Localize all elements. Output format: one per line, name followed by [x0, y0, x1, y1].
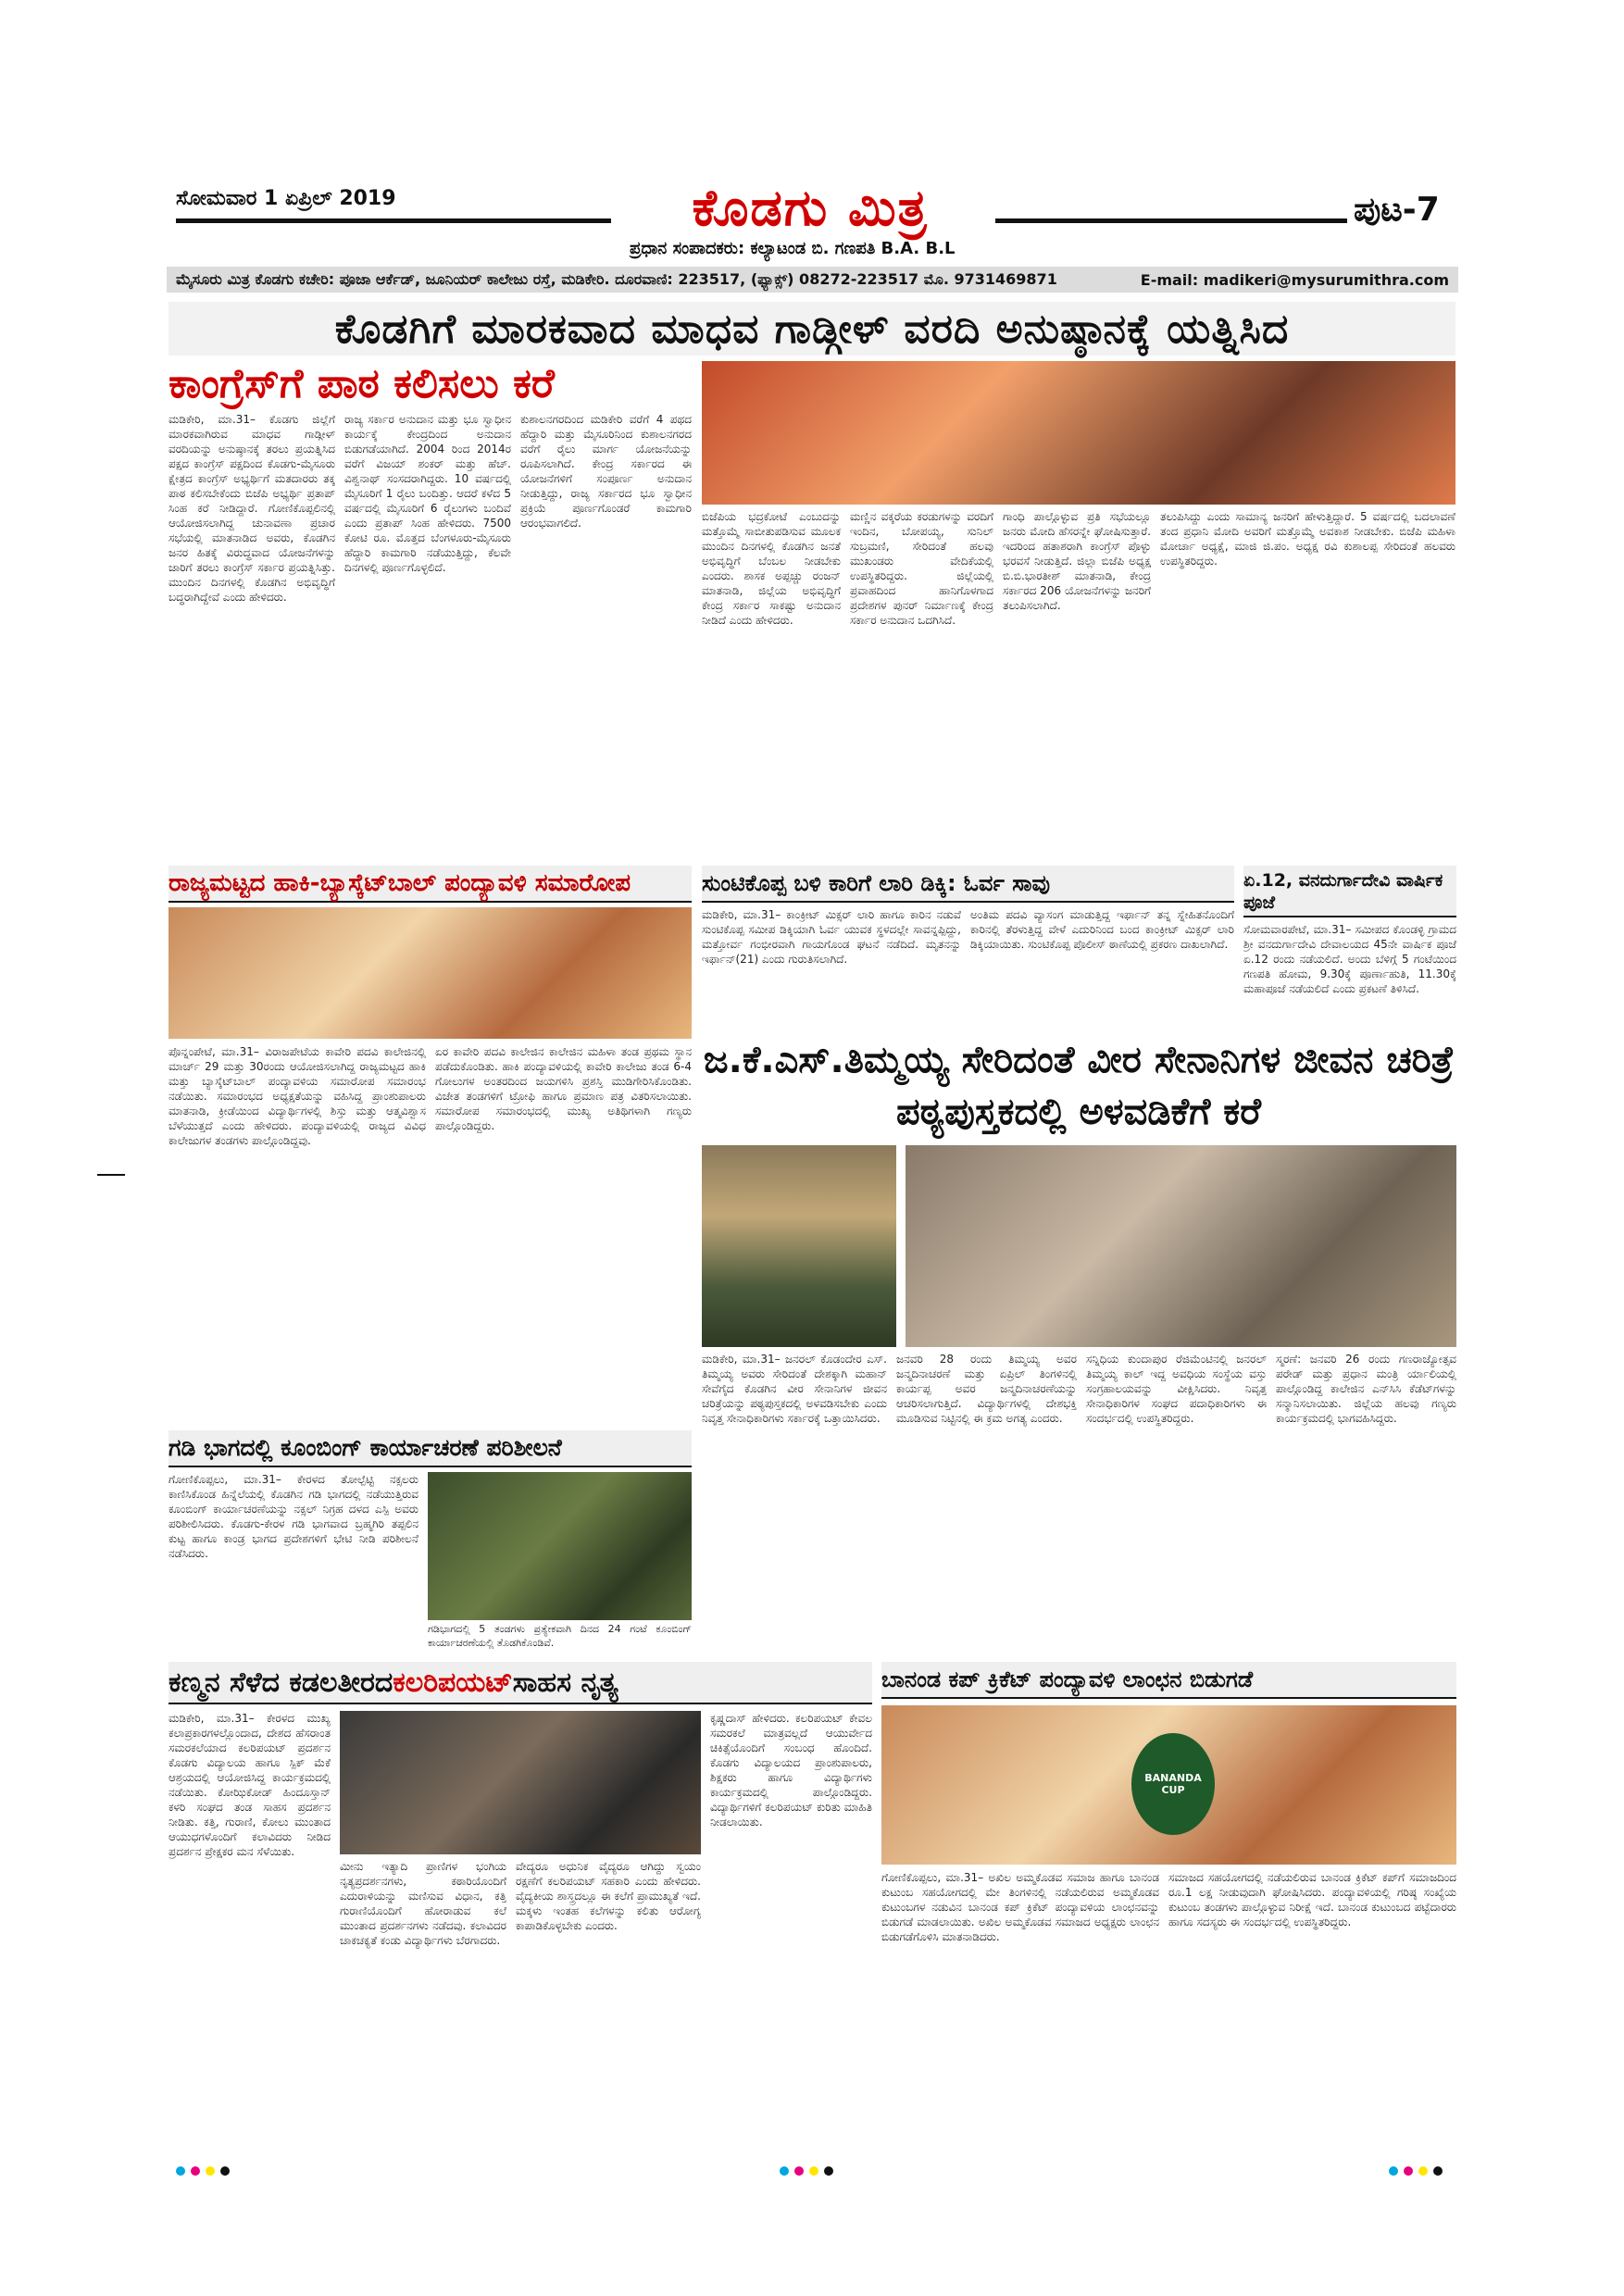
story2-col1: ಪೊನ್ನಂಪೇಟೆ, ಮಾ.31– ವಿರಾಜಪೇಟೆಯ ಕಾವೇರಿ ಪದವಿ ಕಾಲೇಜಿನಲ್ಲಿ ಮಾರ್ಚ್ 29 ಮತ್ತು 30ರಂದು ಆಯೋಜಿಸಲಾಗಿದ್ದ ರಾಜ್ಯಮಟ್ಟದ ಹಾಕಿ ಮತ್ತು ಬ್ಯಾಸ್ಕೆಟ್‌ಬಾಲ್ ಪಂದ್ಯಾವಳಿಯ ಸಮಾರೋಪ ಸಮಾರಂಭ ನಡೆಯಿತು. ಸಮಾರಂಭದ ಅಧ್ಯಕ್ಷತೆಯನ್ನು ವಹಿಸಿದ್ದ ಪ್ರಾಂಶುಪಾಲರು ಮಾತನಾಡಿ, ಕ್ರೀಡೆಯಿಂದ ವಿದ್ಯಾರ್ಥಿಗಳಲ್ಲಿ ಶಿಸ್ತು ಮತ್ತು ಆತ್ಮವಿಶ್ವಾಸ ಬೆಳೆಯುತ್ತದೆ ಎಂದು ಹೇಳಿದರು. ಪಂದ್ಯಾವಳಿಯಲ್ಲಿ ರಾಜ್ಯದ ವಿವಿಧ ಕಾಲೇಜುಗಳ ತಂಡಗಳು ಪಾಲ್ಗೊಂಡಿದ್ದವು. [169, 1045, 426, 1147]
dot-black [824, 2166, 833, 2176]
story1-col2: ರಾಜ್ಯ ಸರ್ಕಾರ ಅನುದಾನ ಮತ್ತು ಭೂ ಸ್ವಾಧೀನ ಕಾರ್ಯಕ್ಕೆ ಕೇಂದ್ರದಿಂದ ಅನುದಾನ ಬಿಡುಗಡೆಯಾಗಿದೆ. 2004 ರಿಂದ 2014ರ ವರೆಗೆ ವಿಜಯ್ ಶಂಕರ್ ಮತ್ತು ಹೆಚ್. ವಿಶ್ವನಾಥ್ ಸಂಸದರಾಗಿದ್ದರು. 10 ವರ್ಷದಲ್ಲಿ ಮೈಸೂರಿಗೆ 1 ರೈಲು ಬಂದಿತ್ತು. ಆದರೆ ಕಳೆದ 5 ವರ್ಷದಲ್ಲಿ ಮೈಸೂರಿಗೆ 6 ರೈಲುಗಳು ಬಂದಿವೆ ಎಂದು ಪ್ರತಾಪ್ ಸಿಂಹ ಹೇಳಿದರು. 7500 ಕೋಟಿ ರೂ. ಮೊತ್ತದ ಬೆಂಗಳೂರು-ಮೈಸೂರು ಹೆದ್ದಾರಿ ಕಾಮಗಾರಿ ನಡೆಯುತ್ತಿದ್ದು, ಕೆಲವೇ ದಿನಗಳಲ್ಲಿ ಪೂರ್ಣಗೊಳ್ಳಲಿದೆ. [344, 413, 511, 574]
story7-headline: ಕಣ್ಮನ ಸೆಳೆದ ಕಡಲತೀರದ ಕಲರಿಪಯಟ್ ಸಾಹಸ ನೃತ್ಯ [169, 1662, 872, 1704]
story3-col2: ಅಂತಿಮ ಪದವಿ ವ್ಯಾಸಂಗ ಮಾಡುತ್ತಿದ್ದ ಇರ್ಫಾನ್ ತನ್ನ ಸ್ನೇಹಿತನೊಂದಿಗೆ ಕಾರಿನಲ್ಲಿ ತೆರಳುತ್ತಿದ್ದ ವೇಳೆ ಎದುರಿನಿಂದ ಬಂದ ಕಾಂಕ್ರೀಟ್ ಮಿಕ್ಸರ್ ಲಾರಿ ಡಿಕ್ಕಿಯಾಯಿತು. ಸುಂಟಿಕೊಪ್ಪ ಪೊಲೀಸ್ ಠಾಣೆಯಲ್ಲಿ ಪ್ರಕರಣ ದಾಖಲಾಗಿದೆ. [970, 908, 1234, 951]
story8-headline: ಬಾನಂಡ ಕಪ್ ಕ್ರಿಕೆಟ್ ಪಂದ್ಯಾವಳಿ ಲಾಂಛನ ಬಿಡುಗಡೆ [881, 1662, 1456, 1699]
office-address: ಮೈಸೂರು ಮಿತ್ರ ಕೊಡಗು ಕಚೇರಿ: ಪೂಜಾ ಆರ್ಕೆಡ್, ಜೂನಿಯರ್ ಕಾಲೇಜು ರಸ್ತೆ, ಮಡಿಕೇರಿ. ದೂರವಾಣಿ: 223517, (ಫ್ಯಾಕ್ಸ್) 08272-223517 ಮೊ. 9731469871 [176, 270, 1057, 288]
story7-col3: ವೇದ್ಯರೂ ಅಧುನಿಕ ವೈದ್ಯರೂ ಆಗಿದ್ದು ಸ್ವಯಂ ರಕ್ಷಣೆಗೆ ಕಲರಿಪಯಟ್ ಸಹಕಾರಿ ಎಂದು ಹೇಳಿದರು. ವೈದ್ಯಕೀಯ ಶಾಸ್ತ್ರದಲ್ಲೂ ಈ ಕಲೆಗೆ ಪ್ರಾಮುಖ್ಯತೆ ಇದೆ. ಮಕ್ಕಳು ಇಂತಹ ಕಲೆಗಳನ್ನು ಕಲಿತು ಆರೋಗ್ಯ ಕಾಪಾಡಿಕೊಳ್ಳಬೇಕು ಎಂದರು. [516, 1860, 701, 1932]
office-info-bar [167, 267, 1458, 293]
dot-cyan [176, 2166, 185, 2176]
story6-photo [428, 1472, 692, 1620]
dot-yellow [206, 2166, 215, 2176]
story7-headline-highlight: ಕಲರಿಪಯಟ್ [393, 1666, 513, 1699]
story2-headline: ರಾಜ್ಯಮಟ್ಟದ ಹಾಕಿ-ಬ್ಯಾಸ್ಕೆಟ್‌ಬಾಲ್ ಪಂದ್ಯಾವಳಿ ಸಮಾರೋಪ [169, 866, 692, 903]
story5-portrait-photo [702, 1145, 896, 1347]
story8-col2: ಸಮಾಜದ ಸಹಯೋಗದಲ್ಲಿ ನಡೆಯಲಿರುವ ಬಾನಂಡ ಕ್ರಿಕೆಟ್ ಕಪ್‌ಗೆ ಸಮಾಜದಿಂದ ರೂ.1 ಲಕ್ಷ ನೀಡುವುದಾಗಿ ಘೋಷಿಸಿದರು. ಪಂದ್ಯಾವಳಿಯಲ್ಲಿ ಗರಿಷ್ಠ ಸಂಖ್ಯೆಯ ಕುಟುಂಬ ತಂಡಗಳು ಪಾಲ್ಗೊಳ್ಳುವ ನಿರೀಕ್ಷೆ ಇದೆ. ಬಾನಂಡ ಕುಟುಂಬದ ಪಟ್ಟೆದಾರರು ಹಾಗೂ ಸದಸ್ಯರು ಈ ಸಂದರ್ಭದಲ್ಲಿ ಉಪಸ್ಥಿತರಿದ್ದರು. [1168, 1871, 1456, 1928]
story2-photo [169, 907, 692, 1039]
page-number: ಪುಟ-7 [1354, 191, 1440, 229]
dot-yellow [809, 2166, 818, 2176]
story7-photo [340, 1711, 701, 1854]
issue-date: ಸೋಮವಾರ 1 ಏಪ್ರಿಲ್ 2019 [176, 187, 396, 210]
dot-magenta [191, 2166, 200, 2176]
story4-headline: ಏ.12, ವನದುರ್ಗಾದೇವಿ ವಾರ್ಷಿಕ ಪೂಜೆ [1243, 866, 1456, 917]
masthead-rule-left [176, 218, 611, 223]
margin-mark [97, 1174, 125, 1176]
dot-magenta [1404, 2166, 1413, 2176]
story7-col1: ಮಡಿಕೇರಿ, ಮಾ.31– ಕೇರಳದ ಮುಖ್ಯ ಕಲಾಪ್ರಕಾರಗಳಲ್ಲೊಂದಾದ, ದೇಶದ ಹೆಸರಾಂತ ಸಮರಕಲೆಯಾದ ಕಲರಿಪಯಟ್ ಪ್ರದರ್ಶನ ಕೊಡಗು ವಿದ್ಯಾಲಯ ಹಾಗೂ ಸ್ಪಿಕ್ ಮೆಕೆ ಆಶ್ರಯದಲ್ಲಿ ಆಯೋಜಿಸಿದ್ದ ಕಾರ್ಯಕ್ರಮದಲ್ಲಿ ನಡೆಯಿತು. ಕೋಝಿಕೋಡ್ ಹಿಂದೂಸ್ತಾನ್ ಕಳರಿ ಸಂಘದ ತಂಡ ಸಾಹಸ ಪ್ರದರ್ಶನ ನೀಡಿತು. ಕತ್ತಿ, ಗುರಾಣಿ, ಕೋಲು ಮುಂತಾದ ಆಯುಧಗಳೊಂದಿಗೆ ಕಲಾವಿದರು ನೀಡಿದ ಪ್ರದರ್ಶನ ಪ್ರೇಕ್ಷಕರ ಮನ ಸೆಳೆಯಿತು. [169, 1712, 331, 1858]
story8-photo [881, 1705, 1456, 1865]
story5-col4: ಸ್ಮರಣೆ: ಜನವರಿ 26 ರಂದು ಗಣರಾಜ್ಯೋತ್ಸವ ಪರೇಡ್ ಮತ್ತು ಪ್ರಧಾನ ಮಂತ್ರಿ ರ್ಯಾಲಿಯಲ್ಲಿ ಪಾಲ್ಗೊಂಡಿದ್ದ ಕಾಲೇಜಿನ ಎನ್‌ಸಿಸಿ ಕೆಡೆಟ್‌ಗಳನ್ನು ಸನ್ಮಾನಿಸಲಾಯಿತು. ಜಿಲ್ಲೆಯ ಹಲವು ಗಣ್ಯರು ಕಾರ್ಯಕ್ರಮದಲ್ಲಿ ಭಾಗವಹಿಸಿದ್ದರು. [1276, 1353, 1456, 1425]
story5-group-photo [906, 1145, 1456, 1347]
story1-col6: ಗಾಂಧಿ ಪಾಲ್ಗೊಳ್ಳುವ ಪ್ರತಿ ಸಭೆಯಲ್ಲೂ ಜನರು ಮೋದಿ ಹೆಸರನ್ನೇ ಘೋಷಿಸುತ್ತಾರೆ. ಇದರಿಂದ ಹತಾಶರಾಗಿ ಕಾಂಗ್ರೆಸ್ ಪೊಳ್ಳು ಭರವಸೆ ನೀಡುತ್ತಿದೆ. ಜಿಲ್ಲಾ ಬಿಜೆಪಿ ಅಧ್ಯಕ್ಷ ಬಿ.ಬಿ.ಭಾರತೀಶ್ ಮಾತನಾಡಿ, ಕೇಂದ್ರ ಸರ್ಕಾರದ 206 ಯೋಜನೆಗಳನ್ನು ಜನರಿಗೆ ತಲುಪಿಸಲಾಗಿದೆ. [1003, 510, 1151, 612]
story1-col3: ಕುಶಾಲನಗರದಿಂದ ಮಡಿಕೇರಿ ವರೆಗೆ 4 ಪಥದ ಹೆದ್ದಾರಿ ಮತ್ತು ಮೈಸೂರಿನಿಂದ ಕುಶಾಲನಗರದ ವರೆಗೆ ರೈಲು ಮಾರ್ಗ ಯೋಜನೆಯನ್ನು ರೂಪಿಸಲಾಗಿದೆ. ಕೇಂದ್ರ ಸರ್ಕಾರದ ಈ ಯೋಜನೆಗಳಿಗೆ ಸಂಪೂರ್ಣ ಅನುದಾನ ನೀಡುತ್ತಿದ್ದು, ರಾಜ್ಯ ಸರ್ಕಾರದ ಭೂ ಸ್ವಾಧೀನ ಪ್ರಕ್ರಿಯೆ ಪೂರ್ಣಗೊಂಡರೆ ಕಾಮಗಾರಿ ಆರಂಭವಾಗಲಿದೆ. [520, 413, 692, 530]
dot-cyan [780, 2166, 789, 2176]
story4-col1: ಸೋಮವಾರಪೇಟೆ, ಮಾ.31– ಸಮೀಪದ ಕೊಂಡಳ್ಳಿ ಗ್ರಾಮದ ಶ್ರೀ ವನದುರ್ಗಾದೇವಿ ದೇವಾಲಯದ 45ನೇ ವಾರ್ಷಿಕ ಪೂಜೆ ಏ.12 ರಂದು ನಡೆಯಲಿದೆ. ಅಂದು ಬೆಳಿಗ್ಗೆ 5 ಗಂಟೆಯಿಂದ ಗಣಪತಿ ಹೋಮ, 9.30ಕ್ಕೆ ಪೂರ್ಣಾಹುತಿ, 11.30ಕ್ಕೆ ಮಹಾಪೂಜೆ ನಡೆಯಲಿದೆ ಎಂದು ಪ್ರಕಟಣೆ ತಿಳಿಸಿದೆ. [1243, 923, 1456, 995]
chief-editor: ಪ್ರಧಾನ ಸಂಪಾದಕರು: ಕಲ್ಯಾಟಂಡ ಬಿ. ಗಣಪತಿ B.A. B.L [630, 239, 956, 258]
story5-col2: ಜನವರಿ 28 ರಂದು ತಿಮ್ಮಯ್ಯ ಅವರ ಜನ್ಮದಿನಾಚರಣೆ ಮತ್ತು ಏಪ್ರಿಲ್ ತಿಂಗಳಿನಲ್ಲಿ ಕಾರ್ಯಪ್ಪ ಅವರ ಜನ್ಮದಿನಾಚರಣೆಯನ್ನು ಆಚರಿಸಲಾಗುತ್ತಿದೆ. ವಿದ್ಯಾರ್ಥಿಗಳಲ್ಲಿ ದೇಶಭಕ್ತಿ ಮೂಡಿಸುವ ನಿಟ್ಟಿನಲ್ಲಿ ಈ ಕ್ರಮ ಅಗತ್ಯ ಎಂದರು. [896, 1353, 1077, 1425]
dot-black [1433, 2166, 1443, 2176]
registration-dots-left [176, 2166, 230, 2176]
story1-col5: ಮಣ್ಣಿನ ವಕ್ಕರೆಯ ಕರಡುಗಳನ್ನು ವರದಿಗೆ ಇಂದಿನ, ಬೋಪಯ್ಯ, ಸುನಿಲ್ ಸುಬ್ರಮಣಿ, ಸೇರಿದಂತೆ ಹಲವು ಮುಖಂಡರು ವೇದಿಕೆಯಲ್ಲಿ ಉಪಸ್ಥಿತರಿದ್ದರು. ಜಿಲ್ಲೆಯಲ್ಲಿ ಪ್ರವಾಹದಿಂದ ಹಾನಿಗೊಳಗಾದ ಪ್ರದೇಶಗಳ ಪುನರ್ ನಿರ್ಮಾಣಕ್ಕೆ ಕೇಂದ್ರ ಸರ್ಕಾರ ಅನುದಾನ ಒದಗಿಸಿದೆ. [850, 510, 993, 627]
story1-headline: ಕೊಡಗಿಗೆ ಮಾರಕವಾದ ಮಾಧವ ಗಾಡ್ಗೀಳ್ ವರದಿ ಅನುಷ್ಠಾನಕ್ಕೆ ಯತ್ನಿಸಿದ [169, 302, 1455, 356]
story6-caption: ಗಡಿಭಾಗದಲ್ಲಿ 5 ತಂಡಗಳು ಪ್ರತ್ಯೇಕವಾಗಿ ದಿನದ 24 ಗಂಟೆ ಕೂಂಬಿಂಗ್ ಕಾರ್ಯಾಚರಣೆಯಲ್ಲಿ ತೊಡಗಿಕೊಂಡಿವೆ. [428, 1623, 692, 1649]
story1-photo [702, 361, 1455, 505]
story1-subhead: ಕಾಂಗ್ರೆಸ್‌ಗೆ ಪಾಠ ಕಲಿಸಲು ಕರೆ [169, 359, 555, 407]
story5-col3: ಸನ್ನಿಧಿಯ ಕುಂದಾಪುರ ರೆಜಿಮೆಂಟಿನಲ್ಲಿ ಜನರಲ್ ತಿಮ್ಮಯ್ಯ ಕಾಲ್ ಇದ್ದ ಅವಧಿಯ ಸಂಸ್ಥೆಯ ವಸ್ತು ಸಂಗ್ರಹಾಲಯವನ್ನು ವೀಕ್ಷಿಸಿದರು. ನಿವೃತ್ತ ಸೇನಾಧಿಕಾರಿಗಳ ಸಂಘದ ಪದಾಧಿಕಾರಿಗಳು ಈ ಸಂದರ್ಭದಲ್ಲಿ ಉಪಸ್ಥಿತರಿದ್ದರು. [1086, 1353, 1267, 1425]
story6-col1: ಗೋಣಿಕೊಪ್ಪಲು, ಮಾ.31– ಕೇರಳದ ತೋಲ್ಪೆಟ್ಟಿ ನಕ್ಸಲರು ಕಾಣಿಸಿಕೊಂಡ ಹಿನ್ನೆಲೆಯಲ್ಲಿ ಕೊಡಗಿನ ಗಡಿ ಭಾಗದಲ್ಲಿ ನಡೆಯುತ್ತಿರುವ ಕೂಂಬಿಂಗ್ ಕಾರ್ಯಾಚರಣೆಯನ್ನು ನಕ್ಸಲ್ ನಿಗ್ರಹ ದಳದ ಎಸ್ಪಿ ಅವರು ಪರಿಶೀಲಿಸಿದರು. ಕೊಡಗು-ಕೇರಳ ಗಡಿ ಭಾಗವಾದ ಬ್ರಹ್ಮಗಿರಿ ತಪ್ಪಲಿನ ಕುಟ್ಟ ಹಾಗೂ ಕಾಂಡ್ರ ಭಾಗದ ಪ್ರದೇಶಗಳಿಗೆ ಭೇಟಿ ನೀಡಿ ಪರಿಶೀಲನೆ ನಡೆಸಿದರು. [169, 1473, 418, 1560]
registration-dots-center [780, 2166, 833, 2176]
dot-black [220, 2166, 230, 2176]
story5-col1: ಮಡಿಕೇರಿ, ಮಾ.31– ಜನರಲ್ ಕೊಡಂದೇರ ಎಸ್. ತಿಮ್ಮಯ್ಯ ಅವರು ಸೇರಿದಂತೆ ದೇಶಕ್ಕಾಗಿ ಮಹಾನ್ ಸೇವೆಗೈದ ಕೊಡಗಿನ ವೀರ ಸೇನಾನಿಗಳ ಜೀವನ ಚರಿತ್ರೆಯನ್ನು ಪಠ್ಯಪುಸ್ತಕದಲ್ಲಿ ಅಳವಡಿಸಬೇಕು ಎಂದು ನಿವೃತ್ತ ಸೇನಾಧಿಕಾರಿಗಳು ಸರ್ಕಾರಕ್ಕೆ ಒತ್ತಾಯಿಸಿದರು. [702, 1353, 887, 1425]
dot-magenta [794, 2166, 804, 2176]
masthead-rule-right [995, 218, 1347, 223]
story1-col4: ಬಿಜೆಪಿಯ ಭದ್ರಕೋಟೆ ಎಂಬುದನ್ನು ಮತ್ತೊಮ್ಮೆ ಸಾಬೀತುಪಡಿಸುವ ಮೂಲಕ ಮುಂದಿನ ದಿನಗಳಲ್ಲಿ ಕೊಡಗಿನ ಜನತೆ ಅಭಿವೃದ್ಧಿಗೆ ಬೆಂಬಲ ನೀಡಬೇಕು ಎಂದರು. ಶಾಸಕ ಅಪ್ಪಚ್ಚು ರಂಜನ್ ಮಾತನಾಡಿ, ಜಿಲ್ಲೆಯ ಅಭಿವೃದ್ಧಿಗೆ ಕೇಂದ್ರ ಸರ್ಕಾರ ಸಾಕಷ್ಟು ಅನುದಾನ ನೀಡಿದೆ ಎಂದು ಹೇಳಿದರು. [702, 510, 841, 627]
story3-headline: ಸುಂಟಿಕೊಪ್ಪ ಬಳಿ ಕಾರಿಗೆ ಲಾರಿ ಡಿಕ್ಕಿ: ಓರ್ವ ಸಾವು [702, 866, 1234, 903]
dot-cyan [1389, 2166, 1398, 2176]
newspaper-logo: ಕೊಡಗು ಮಿತ್ರ [692, 179, 929, 237]
registration-dots-right [1389, 2166, 1443, 2176]
story1-col7: ತಲುಪಿಸಿದ್ದು ಎಂದು ಸಾಮಾನ್ಯ ಜನರಿಗೆ ಹೇಳುತ್ತಿದ್ದಾರೆ. 5 ವರ್ಷದಲ್ಲಿ ಬದಲಾವಣೆ ತಂದ ಪ್ರಧಾನಿ ಮೋದಿ ಅವರಿಗೆ ಮತ್ತೊಮ್ಮೆ ಅವಕಾಶ ನೀಡಬೇಕು. ಬಿಜೆಪಿ ಮಹಿಳಾ ಮೋರ್ಚಾ ಅಧ್ಯಕ್ಷೆ, ಮಾಜಿ ಜಿ.ಪಂ. ಅಧ್ಯಕ್ಷ ರವಿ ಕುಶಾಲಪ್ಪ ಸೇರಿದಂತೆ ಹಲವರು ಉಪಸ್ಥಿತರಿದ್ದರು. [1160, 510, 1455, 568]
bananda-cup-logo: BANANDA CUP [1131, 1733, 1215, 1835]
story5-headline: ಜ.ಕೆ.ಎಸ್.ತಿಮ್ಮಯ್ಯ ಸೇರಿದಂತೆ ವೀರ ಸೇನಾನಿಗಳ ಜೀವನ ಚರಿತ್ರೆ ಪಠ್ಯಪುಸ್ತಕದಲ್ಲಿ ಅಳವಡಿಕೆಗೆ ಕರೆ [703, 1039, 1455, 1133]
story3-col1: ಮಡಿಕೇರಿ, ಮಾ.31– ಕಾಂಕ್ರೀಟ್ ಮಿಕ್ಸರ್ ಲಾರಿ ಹಾಗೂ ಕಾರಿನ ನಡುವೆ ಸುಂಟಿಕೊಪ್ಪ ಸಮೀಪ ಡಿಕ್ಕಿಯಾಗಿ ಓರ್ವ ಯುವಕ ಸ್ಥಳದಲ್ಲೇ ಸಾವನ್ನಪ್ಪಿದ್ದು, ಮತ್ತೋರ್ವ ಗಂಭೀರವಾಗಿ ಗಾಯಗೊಂಡ ಘಟನೆ ನಡೆದಿದೆ. ಮೃತನನ್ನು ಇರ್ಫಾನ್(21) ಎಂದು ಗುರುತಿಸಲಾಗಿದೆ. [702, 908, 961, 966]
office-email: E-mail: madikeri@mysurumithra.com [1140, 270, 1449, 289]
story2-col2: ಏರ ಕಾವೇರಿ ಪದವಿ ಕಾಲೇಜಿನ ಕಾಲೇಜಿನ ಮಹಿಳಾ ತಂಡ ಪ್ರಥಮ ಸ್ಥಾನ ಪಡೆದುಕೊಂಡಿತು. ಹಾಕಿ ಪಂದ್ಯಾವಳಿಯಲ್ಲಿ ಕಾವೇರಿ ಕಾಲೇಜು ತಂಡ 6-4 ಗೋಲುಗಳ ಅಂತರದಿಂದ ಜಯಗಳಿಸಿ ಪ್ರಶಸ್ತಿ ಮುಡಿಗೇರಿಸಿಕೊಂಡಿತು. ವಿಜೇತ ತಂಡಗಳಿಗೆ ಟ್ರೋಫಿ ಹಾಗೂ ಪ್ರಮಾಣ ಪತ್ರ ವಿತರಿಸಲಾಯಿತು. ಸಮಾರೋಪ ಸಮಾರಂಭದಲ್ಲಿ ಮುಖ್ಯ ಅತಿಥಿಗಳಾಗಿ ಗಣ್ಯರು ಪಾಲ್ಗೊಂಡಿದ್ದರು. [435, 1045, 692, 1132]
story7-col2: ಮೀನು ಇತ್ಯಾದಿ ಪ್ರಾಣಿಗಳ ಭಂಗಿಯ ನೃತ್ಯಪ್ರದರ್ಶನಗಳು, ಕಠಾರಿಯೊಂದಿಗೆ ಎದುರಾಳಿಯನ್ನು ಮಣಿಸುವ ವಿಧಾನ, ಕತ್ತಿ ಗುರಾಣಿಯೊಂದಿಗೆ ಹೋರಾಡುವ ಕಲೆ ಮುಂತಾದ ಪ್ರದರ್ಶನಗಳು ನಡೆದವು. ಕಲಾವಿದರ ಚಾಕಚಕ್ಯತೆ ಕಂಡು ವಿದ್ಯಾರ್ಥಿಗಳು ಬೆರಗಾದರು. [340, 1860, 506, 1947]
dot-yellow [1418, 2166, 1428, 2176]
story1-col1: ಮಡಿಕೇರಿ, ಮಾ.31– ಕೊಡಗು ಜಿಲ್ಲೆಗೆ ಮಾರಕವಾಗಿರುವ ಮಾಧವ ಗಾಡ್ಗೀಳ್ ವರದಿಯನ್ನು ಅನುಷ್ಠಾನಕ್ಕೆ ತರಲು ಪ್ರಯತ್ನಿಸಿದ ಪಕ್ಷದ ಕಾಂಗ್ರೆಸ್ ಪಕ್ಷದಿಂದ ಕೊಡಗು-ಮೈಸೂರು ಕ್ಷೇತ್ರದ ಕಾಂಗ್ರೆಸ್ ಅಭ್ಯರ್ಥಿಗೆ ಮತದಾರರು ತಕ್ಕ ಪಾಠ ಕಲಿಸಬೇಕೆಂದು ಬಿಜೆಪಿ ಅಭ್ಯರ್ಥಿ ಪ್ರತಾಪ್ ಸಿಂಹ ಕರೆ ನೀಡಿದ್ದಾರೆ. ಗೋಣಿಕೊಪ್ಪಲಿನಲ್ಲಿ ಆಯೋಜಿಸಲಾಗಿದ್ದ ಚುನಾವಣಾ ಪ್ರಚಾರ ಸಭೆಯಲ್ಲಿ ಮಾತನಾಡಿದ ಅವರು, ಕೊಡಗಿನ ಜನರ ಹಿತಕ್ಕೆ ವಿರುದ್ಧವಾದ ಯೋಜನೆಗಳನ್ನು ಜಾರಿಗೆ ತರಲು ಕಾಂಗ್ರೆಸ್ ಸರ್ಕಾರ ಪ್ರಯತ್ನಿಸಿತ್ತು. ಮುಂದಿನ ದಿನಗಳಲ್ಲಿ ಕೊಡಗಿನ ಅಭಿವೃದ್ಧಿಗೆ ಬದ್ಧರಾಗಿದ್ದೇವೆ ಎಂದು ಹೇಳಿದರು. [169, 413, 335, 604]
story8-col1: ಗೋಣಿಕೊಪ್ಪಲು, ಮಾ.31– ಅಖಿಲ ಅಮ್ಮಕೊಡವ ಸಮಾಜ ಹಾಗೂ ಬಾನಂಡ ಕುಟುಂಬ ಸಹಯೋಗದಲ್ಲಿ ಮೇ ತಿಂಗಳಿನಲ್ಲಿ ನಡೆಯಲಿರುವ ಅಮ್ಮಕೊಡವ ಕುಟುಂಬಗಳ ನಡುವಿನ ಬಾನಂಡ ಕಪ್ ಕ್ರಿಕೆಟ್ ಪಂದ್ಯಾವಳಿಯ ಲಾಂಛನವನ್ನು ಬಿಡುಗಡೆ ಮಾಡಲಾಯಿತು. ಅಖಿಲ ಅಮ್ಮಕೊಡವ ಸಮಾಜದ ಅಧ್ಯಕ್ಷರು ಲಾಂಛನ ಬಿಡುಗಡೆಗೊಳಿಸಿ ಮಾತನಾಡಿದರು. [881, 1871, 1159, 1943]
story7-col4: ಕೃಷ್ಣದಾಸ್ ಹೇಳಿದರು. ಕಲರಿಪಯಟ್ ಕೇವಲ ಸಮರಕಲೆ ಮಾತ್ರವಲ್ಲದೆ ಆಯುರ್ವೇದ ಚಿಕಿತ್ಸೆಯೊಂದಿಗೆ ಸಂಬಂಧ ಹೊಂದಿದೆ. ಕೊಡಗು ವಿದ್ಯಾಲಯದ ಪ್ರಾಂಶುಪಾಲರು, ಶಿಕ್ಷಕರು ಹಾಗೂ ವಿದ್ಯಾರ್ಥಿಗಳು ಕಾರ್ಯಕ್ರಮದಲ್ಲಿ ಪಾಲ್ಗೊಂಡಿದ್ದರು. ವಿದ್ಯಾರ್ಥಿಗಳಿಗೆ ಕಲರಿಪಯಟ್ ಕುರಿತು ಮಾಹಿತಿ ನೀಡಲಾಯಿತು. [710, 1712, 872, 1828]
story6-headline: ಗಡಿ ಭಾಗದಲ್ಲಿ ಕೂಂಬಿಂಗ್ ಕಾರ್ಯಾಚರಣೆ ಪರಿಶೀಲನೆ [169, 1430, 692, 1467]
